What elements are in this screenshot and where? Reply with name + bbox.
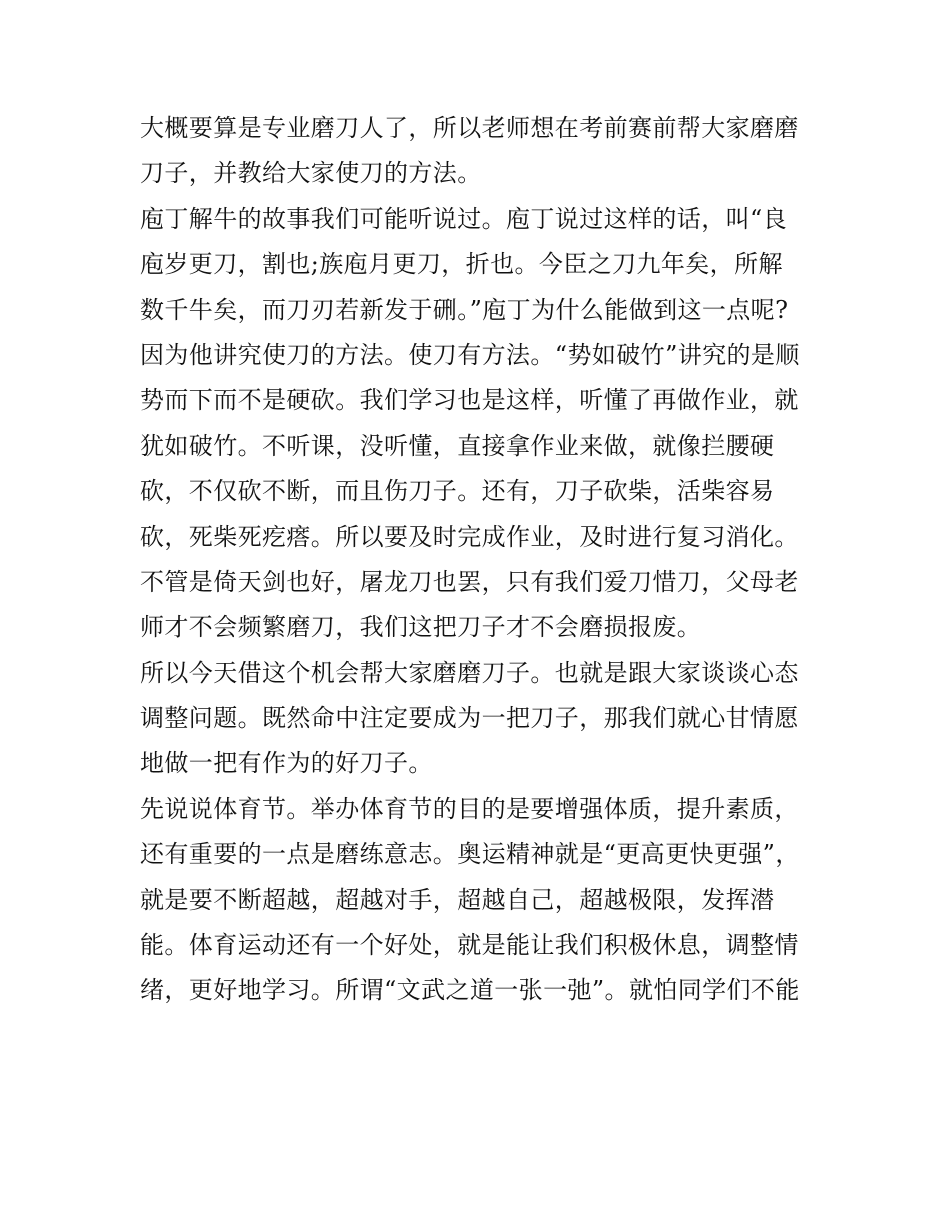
text-line: 因为他讲究使刀的方法。使刀有方法。“势如破竹”讲究的是顺 bbox=[140, 340, 800, 369]
text-line: 庖岁更刀，割也;族庖月更刀，折也。今臣之刀九年矣，所解 bbox=[140, 250, 783, 279]
text-line: 地做一把有作为的好刀子。 bbox=[140, 749, 433, 778]
text-line: 不管是倚天剑也好，屠龙刀也罢，只有我们爱刀惜刀，父母老 bbox=[140, 567, 799, 596]
text-line: 还有重要的一点是磨练意志。奥运精神就是“更高更快更强”， bbox=[140, 840, 800, 869]
text-line: 砍，死柴死疙瘩。所以要及时完成作业，及时进行复习消化。 bbox=[140, 522, 799, 551]
text-line: 刀子，并教给大家使刀的方法。 bbox=[140, 159, 482, 188]
text-line: 师才不会频繁磨刀，我们这把刀子才不会磨损报废。 bbox=[140, 613, 702, 642]
text-line: 就是要不断超越，超越对手，超越自己，超越极限，发挥潜 bbox=[140, 885, 775, 914]
text-line: 数千牛矣，而刀刃若新发于硎。”庖丁为什么能做到这一点呢? bbox=[140, 295, 789, 324]
text-line: 绪，更好地学习。所谓“文武之道一张一弛”。就怕同学们不能 bbox=[140, 976, 800, 1005]
text-line: 调整问题。既然命中注定要成为一把刀子，那我们就心甘情愿 bbox=[140, 704, 799, 733]
text-line: 犹如破竹。不听课，没听懂，直接拿作业来做，就像拦腰硬 bbox=[140, 431, 775, 460]
text-line: 砍，不仅砍不断，而且伤刀子。还有，刀子砍柴，活柴容易 bbox=[140, 477, 775, 506]
text-line: 先说说体育节。举办体育节的目的是要增强体质，提升素质， bbox=[140, 794, 799, 823]
text-line: 庖丁解牛的故事我们可能听说过。庖丁说过这样的话，叫“良 bbox=[140, 204, 788, 233]
text-line: 势而下而不是硬砍。我们学习也是这样，听懂了再做作业，就 bbox=[140, 386, 799, 415]
text-line: 所以今天借这个机会帮大家磨磨刀子。也就是跟大家谈谈心态 bbox=[140, 658, 799, 687]
body-text bbox=[140, 106, 820, 1014]
text-line: 能。体育运动还有一个好处，就是能让我们积极休息，调整情 bbox=[140, 931, 799, 960]
text-line: 大概要算是专业磨刀人了，所以老师想在考前赛前帮大家磨磨 bbox=[140, 114, 799, 142]
